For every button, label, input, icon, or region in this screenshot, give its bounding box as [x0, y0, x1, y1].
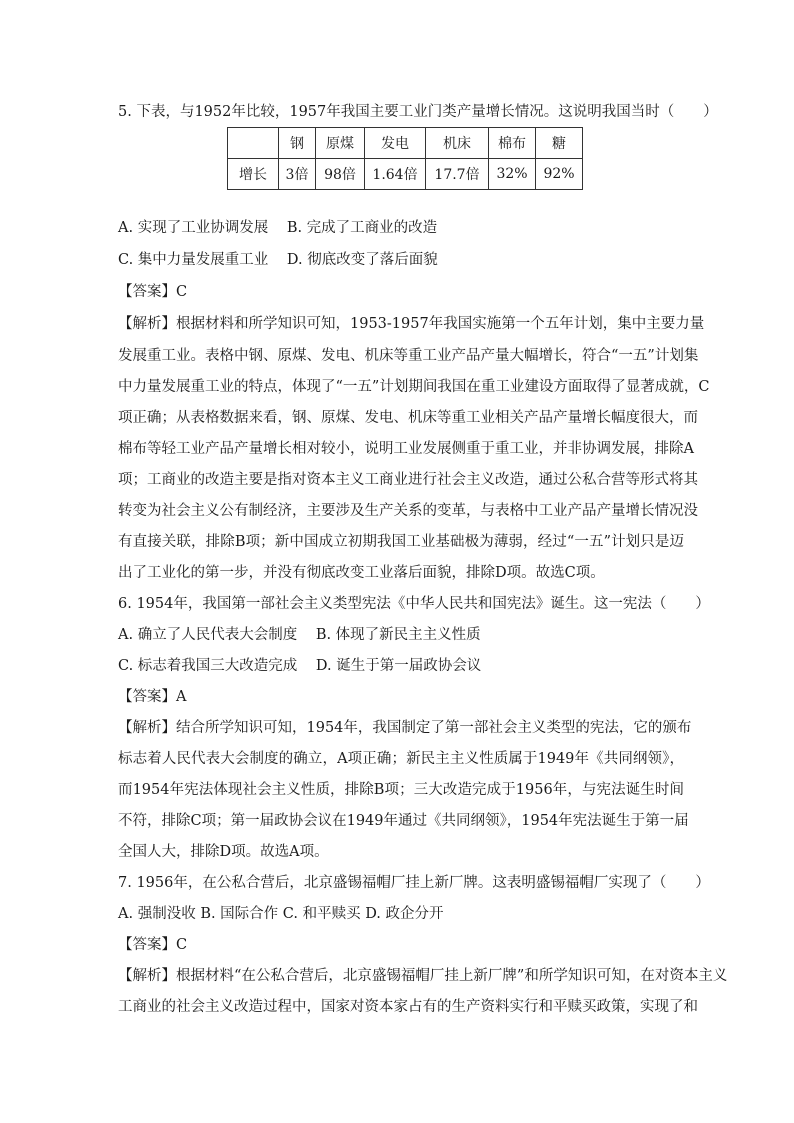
q6-analysis-line: 标志着人民代表大会制度的确立，A项正确；新民主主义性质属于1949年《共同纲领》，	[118, 751, 684, 767]
table-cell: 增长	[228, 159, 279, 190]
table-cell: 17.7倍	[426, 159, 489, 190]
q5-analysis-line: 中力量发展重工业的特点，体现了“一五”计划期间我国在重工业建设方面取得了显著成就，C	[118, 379, 710, 395]
q7-analysis-line: 工商业的社会主义改造过程中，国家对资本家占有的生产资料实行和平赎买政策，实现了和	[118, 999, 698, 1015]
q7-option-d: D. 政企分开	[365, 906, 444, 922]
q5-options-row-1	[118, 218, 437, 238]
q7-options-row	[118, 904, 444, 924]
q7-option-b: B. 国际合作	[200, 906, 279, 922]
q5-options-row-2	[118, 250, 438, 270]
table-cell: 钢	[279, 128, 316, 159]
q5-production-table	[227, 127, 583, 190]
table-cell: 98倍	[316, 159, 365, 190]
table-cell: 原煤	[316, 128, 365, 159]
q5-analysis-line: 有直接关联，排除B项；新中国成立初期我国工业基础极为薄弱，经过“一五”计划只是迈	[118, 534, 684, 550]
table-cell: 机床	[426, 128, 489, 159]
q6-option-d: D. 诞生于第一届政协会议	[315, 658, 482, 674]
table-cell: 发电	[365, 128, 426, 159]
q5-analysis-line: 棉布等轻工业产品产量增长相对较小，说明工业发展侧重于重工业，并非协调发展，排除A	[118, 441, 694, 457]
table-header-row	[228, 128, 583, 159]
q6-option-b: B. 体现了新民主主义性质	[315, 627, 481, 643]
q6-options-row-1	[118, 625, 481, 645]
q6-analysis-line: 【解析】结合所学知识可知，1954年，我国制定了第一部社会主义类型的宪法，它的颁布	[118, 720, 692, 736]
q5-option-c: C. 集中力量发展重工业	[118, 252, 269, 268]
table-cell: 92%	[536, 159, 583, 190]
q5-analysis-line: 项；工商业的改造主要是指对资本主义工商业进行社会主义改造，通过公私合营等形式将其	[118, 472, 698, 488]
table-cell: 1.64倍	[365, 159, 426, 190]
table-cell: 棉布	[489, 128, 536, 159]
q7-stem: 7. 1956年，在公私合营后，北京盛锡福帽厂挂上新厂牌。这表明盛锡福帽厂实现了（ ）	[118, 875, 710, 891]
q6-stem: 6. 1954年，我国第一部社会主义类型宪法《中华人民共和国宪法》诞生。这一宪法（ ）	[118, 596, 710, 612]
q6-options-row-2	[118, 656, 481, 676]
q7-option-c: C. 和平赎买	[282, 906, 361, 922]
q5-option-d: D. 彻底改变了落后面貌	[286, 252, 438, 268]
table-cell: 32%	[489, 159, 536, 190]
q5-analysis-line: 发展重工业。表格中钢、原煤、发电、机床等重工业产品产量大幅增长，符合“一五”计划集	[118, 348, 699, 364]
q5-analysis-line: 项正确；从表格数据来看，钢、原煤、发电、机床等重工业相关产品产量增长幅度很大，而	[118, 410, 698, 426]
table-row	[228, 159, 583, 190]
q5-analysis-line: 转变为社会主义公有制经济，主要涉及生产关系的变革，与表格中工业产品产量增长情况没	[118, 503, 698, 519]
q5-option-a: A. 实现了工业协调发展	[118, 220, 269, 236]
table-cell: 糖	[536, 128, 583, 159]
q7-option-a: A. 强制没收	[118, 906, 196, 922]
q6-analysis-line: 全国人大，排除D项。故选A项。	[118, 844, 329, 860]
q6-answer: 【答案】A	[118, 689, 187, 705]
q5-analysis-line: 出了工业化的第一步，并没有彻底改变工业落后面貌，排除D项。故选C项。	[118, 565, 605, 581]
q7-analysis-line: 【解析】根据材料“在公私合营后，北京盛锡福帽厂挂上新厂牌”和所学知识可知，在对资本主义	[118, 968, 728, 984]
q6-option-a: A. 确立了人民代表大会制度	[118, 627, 298, 643]
q5-option-b: B. 完成了工商业的改造	[286, 220, 438, 236]
table-cell	[228, 128, 279, 159]
q7-answer: 【答案】C	[118, 937, 188, 953]
q6-analysis-line: 而1954年宪法体现社会主义性质，排除B项；三大改造完成于1956年，与宪法诞生时间	[118, 782, 684, 798]
q5-analysis-line: 【解析】根据材料和所学知识可知，1953-1957年我国实施第一个五年计划，集中主要力量	[118, 316, 705, 332]
q5-stem: 5. 下表，与1952年比较，1957年我国主要工业门类产量增长情况。这说明我国当时（ ）	[118, 104, 718, 120]
table-cell: 3倍	[279, 159, 316, 190]
q6-analysis-line: 不符，排除C项；第一届政协会议在1949年通过《共同纲领》，1954年宪法诞生于第一届	[118, 813, 689, 829]
q6-option-c: C. 标志着我国三大改造完成	[118, 658, 298, 674]
q5-answer: 【答案】C	[118, 284, 188, 300]
